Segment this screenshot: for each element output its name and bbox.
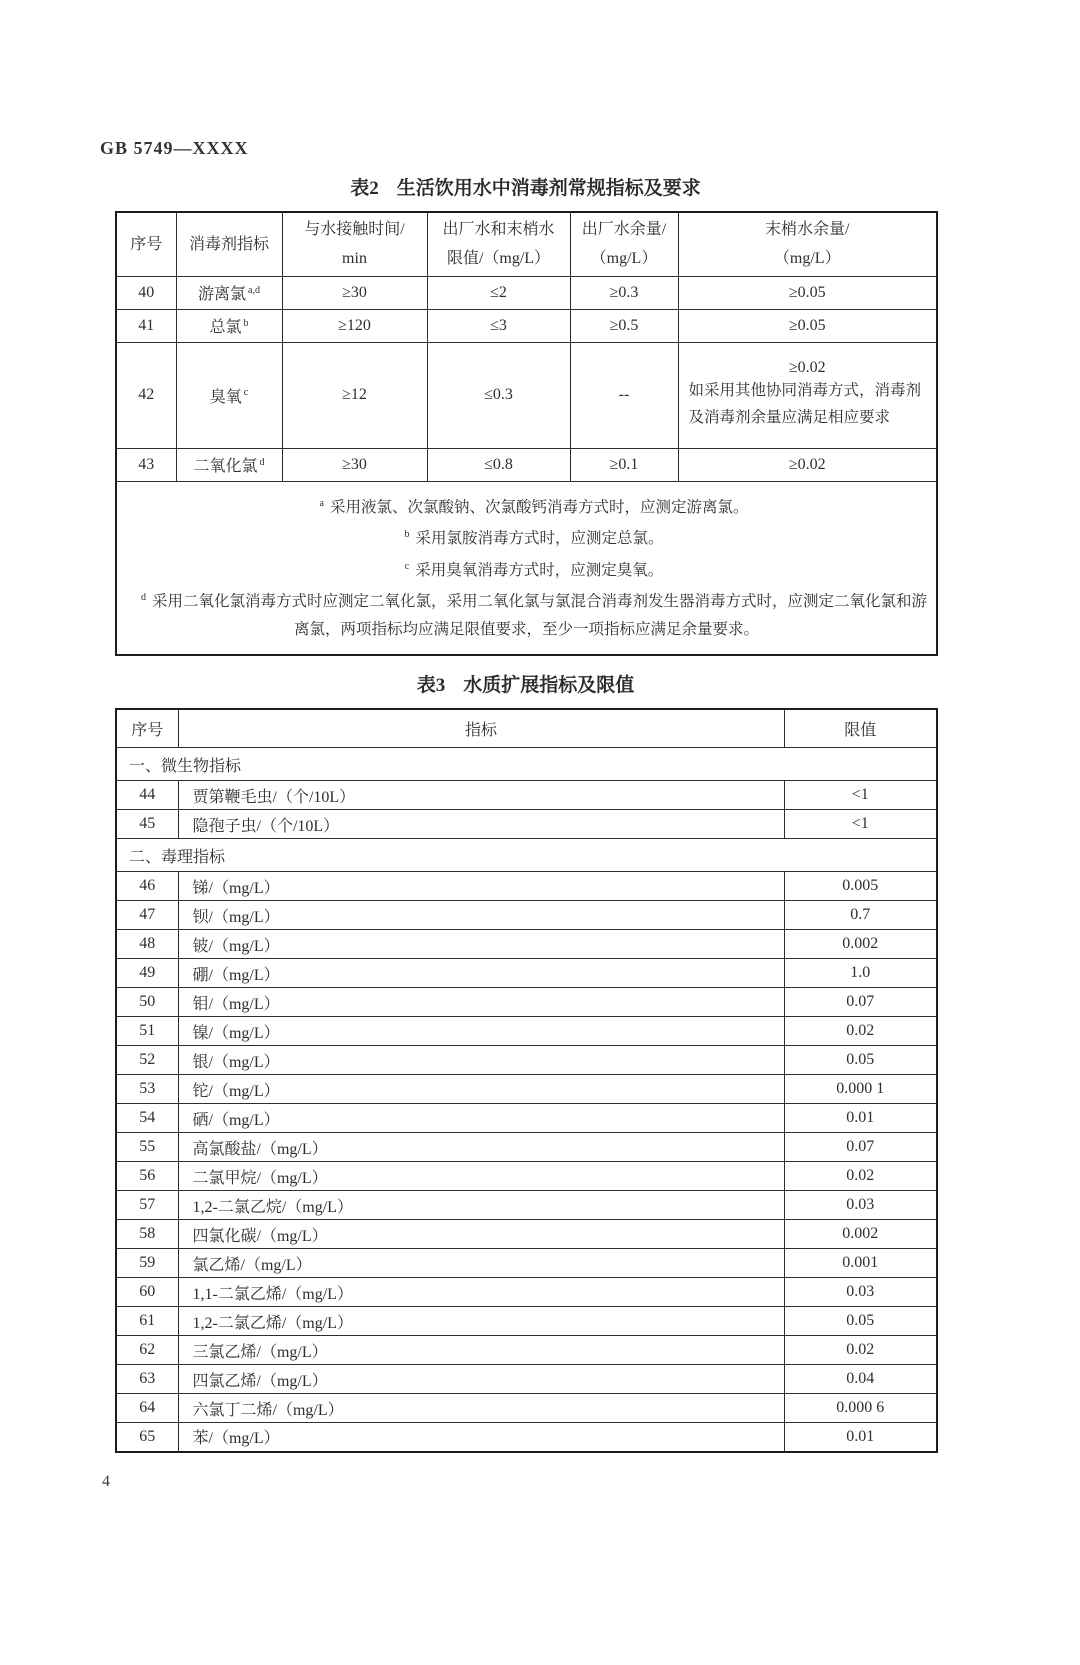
disinfectant-label: 臭氧	[209, 388, 242, 406]
footnote-marker: b	[404, 529, 410, 541]
indicator-name: 钼/（mg/L）	[178, 988, 784, 1017]
limit-value: 0.002	[784, 930, 937, 959]
row-number: 45	[116, 810, 178, 839]
footnote-superscript: d	[259, 456, 265, 468]
row-number: 40	[116, 276, 176, 309]
tap-residual-value: ≥0.05	[788, 283, 826, 301]
limit-value: 0.05	[784, 1046, 937, 1075]
row-number: 64	[116, 1394, 178, 1423]
tap-residual-value: ≥0.05	[788, 316, 826, 334]
indicator-name: 氯乙烯/（mg/L）	[178, 1249, 784, 1278]
table3-row	[116, 1162, 937, 1191]
disinfectant-name	[176, 309, 282, 342]
table3-section-row	[116, 839, 937, 872]
tap-residual-note: 如采用其他协同消毒方式，消毒剂及消毒剂余量应满足相应要求	[688, 382, 922, 426]
table3-row	[116, 1336, 937, 1365]
row-number: 51	[116, 1017, 178, 1046]
footnote-marker: c	[404, 560, 410, 572]
footnote-superscript: a,d	[248, 284, 260, 296]
footnotes-block	[125, 490, 928, 644]
table3-row	[116, 1394, 937, 1423]
limit-value: <1	[784, 810, 937, 839]
footnote-text: 采用臭氧消毒方式时，应测定臭氧。	[415, 561, 664, 579]
row-number: 50	[116, 988, 178, 1017]
table2-row	[116, 448, 937, 481]
limit-value: ≤0.3	[427, 342, 570, 448]
table3-row	[116, 781, 937, 810]
col-header-disinfectant: 消毒剂指标	[176, 212, 282, 276]
factory-residual-value: --	[570, 342, 678, 448]
table3-row	[116, 1423, 937, 1452]
footnote	[125, 553, 928, 585]
limit-value: 0.02	[784, 1336, 937, 1365]
doc-code: GB 5749—XXXX	[100, 138, 249, 158]
disinfectant-name	[176, 448, 282, 481]
limit-value: 0.03	[784, 1191, 937, 1220]
indicator-name: 锑/（mg/L）	[178, 872, 784, 901]
factory-residual-value: ≥0.1	[570, 448, 678, 481]
row-number: 44	[116, 781, 178, 810]
table2-row	[116, 276, 937, 309]
limit-value: 0.002	[784, 1220, 937, 1249]
table2-title-text: 生活饮用水中消毒剂常规指标及要求	[396, 178, 701, 199]
row-number: 61	[116, 1307, 178, 1336]
limit-value: ≤0.8	[427, 448, 570, 481]
table3-row	[116, 1104, 937, 1133]
col-header-tap-residual: 末梢水余量/ （mg/L）	[678, 212, 937, 276]
limit-value: 0.000 1	[784, 1075, 937, 1104]
limit-value: 0.005	[784, 872, 937, 901]
limit-value: 0.07	[784, 1133, 937, 1162]
table2-title	[115, 173, 936, 200]
limit-value: 0.01	[784, 1104, 937, 1133]
table3	[115, 708, 938, 1453]
contact-time-value: ≥120	[282, 309, 427, 342]
row-number: 41	[116, 309, 176, 342]
col-header-factory-residual: 出厂水余量/ （mg/L）	[570, 212, 678, 276]
table3-row	[116, 872, 937, 901]
table3-title	[115, 670, 936, 697]
section-label: 一、微生物指标	[116, 748, 937, 781]
limit-value: <1	[784, 781, 937, 810]
tap-residual-value: ≥0.02	[788, 455, 826, 473]
row-number: 59	[116, 1249, 178, 1278]
limit-value: 0.03	[784, 1278, 937, 1307]
row-number: 54	[116, 1104, 178, 1133]
col-header-contact-time: 与水接触时间/ min	[282, 212, 427, 276]
page-number: 4	[102, 1472, 110, 1490]
indicator-name: 1,2-二氯乙烷/（mg/L）	[178, 1191, 784, 1220]
indicator-name: 1,2-二氯乙烯/（mg/L）	[178, 1307, 784, 1336]
indicator-name: 银/（mg/L）	[178, 1046, 784, 1075]
disinfectant-label: 游离氯	[198, 286, 247, 303]
limit-value: 0.02	[784, 1162, 937, 1191]
limit-value: 0.01	[784, 1423, 937, 1452]
row-number: 65	[116, 1423, 178, 1452]
tap-residual-cell	[678, 448, 937, 481]
limit-value: 0.001	[784, 1249, 937, 1278]
disinfectant-label: 总氯	[209, 319, 242, 336]
indicator-name: 镍/（mg/L）	[178, 1017, 784, 1046]
footnote-text: 采用二氧化氯消毒方式时应测定二氧化氯，采用二氧化氯与氯混合消毒剂发生器消毒方式时，应测定二氧化氯和游离氯，两项指标均应满足限值要求，至少一项指标应满足余量要求。	[151, 593, 927, 639]
limit-value: 0.000 6	[784, 1394, 937, 1423]
indicator-name: 隐孢子虫/（个/10L）	[178, 810, 784, 839]
footnote-superscript: c	[243, 387, 249, 399]
row-number: 46	[116, 872, 178, 901]
table3-section-row	[116, 748, 937, 781]
row-number: 43	[116, 448, 176, 481]
indicator-name: 二氯甲烷/（mg/L）	[178, 1162, 784, 1191]
limit-value: ≤2	[427, 276, 570, 309]
footnote	[125, 521, 928, 553]
table3-row	[116, 1307, 937, 1336]
indicator-name: 四氯乙烯/（mg/L）	[178, 1365, 784, 1394]
row-number: 53	[116, 1075, 178, 1104]
footnote-text: 采用液氯、次氯酸钠、次氯酸钙消毒方式时，应测定游离氯。	[329, 498, 749, 516]
footnote-marker: d	[140, 592, 146, 604]
indicator-name: 硒/（mg/L）	[178, 1104, 784, 1133]
row-number: 48	[116, 930, 178, 959]
disinfectant-name	[176, 342, 282, 448]
row-number: 57	[116, 1191, 178, 1220]
factory-residual-value: ≥0.3	[570, 276, 678, 309]
limit-value: 0.07	[784, 988, 937, 1017]
indicator-name: 1,1-二氯乙烯/（mg/L）	[178, 1278, 784, 1307]
indicator-name: 六氯丁二烯/（mg/L）	[178, 1394, 784, 1423]
contact-time-value: ≥30	[282, 448, 427, 481]
section-label: 二、毒理指标	[116, 839, 937, 872]
limit-value: 0.7	[784, 901, 937, 930]
col-header-seq: 序号	[116, 709, 178, 748]
limit-value: 1.0	[784, 959, 937, 988]
tap-residual-cell	[678, 309, 937, 342]
indicator-name: 高氯酸盐/（mg/L）	[178, 1133, 784, 1162]
indicator-name: 贾第鞭毛虫/（个/10L）	[178, 781, 784, 810]
table3-title-text: 水质扩展指标及限值	[463, 674, 635, 696]
table2-row	[116, 309, 937, 342]
table2-title-label: 表2	[350, 178, 379, 199]
limit-value: 0.04	[784, 1365, 937, 1394]
table3-row	[116, 1075, 937, 1104]
col-header-limit: 出厂水和末梢水 限值/（mg/L）	[427, 212, 570, 276]
tap-residual-cell	[678, 276, 937, 309]
indicator-name: 硼/（mg/L）	[178, 959, 784, 988]
indicator-name: 铊/（mg/L）	[178, 1075, 784, 1104]
row-number: 55	[116, 1133, 178, 1162]
limit-value: 0.02	[784, 1017, 937, 1046]
table2-footnotes-row	[116, 481, 937, 655]
table3-row	[116, 1365, 937, 1394]
contact-time-value: ≥30	[282, 276, 427, 309]
row-number: 60	[116, 1278, 178, 1307]
table3-header-row	[116, 709, 937, 748]
indicator-name: 苯/（mg/L）	[178, 1423, 784, 1452]
row-number: 63	[116, 1365, 178, 1394]
table2	[115, 211, 938, 656]
table2-row	[116, 342, 937, 448]
disinfectant-label: 二氧化氯	[193, 458, 258, 475]
row-number: 42	[116, 342, 176, 448]
row-number: 47	[116, 901, 178, 930]
row-number: 52	[116, 1046, 178, 1075]
disinfectant-name	[176, 276, 282, 309]
footnote-superscript: b	[243, 317, 249, 329]
factory-residual-value: ≥0.5	[570, 309, 678, 342]
table3-row	[116, 1133, 937, 1162]
table3-row	[116, 959, 937, 988]
table3-title-label: 表3	[416, 674, 446, 696]
row-number: 49	[116, 959, 178, 988]
table3-row	[116, 901, 937, 930]
indicator-name: 铍/（mg/L）	[178, 930, 784, 959]
table3-row	[116, 810, 937, 839]
col-header-indicator: 指标	[178, 709, 784, 748]
table3-row	[116, 1017, 937, 1046]
table3-row	[116, 930, 937, 959]
row-number: 56	[116, 1162, 178, 1191]
indicator-name: 钡/（mg/L）	[178, 901, 784, 930]
row-number: 62	[116, 1336, 178, 1365]
table3-row	[116, 1278, 937, 1307]
table2-header-row	[116, 212, 937, 276]
table3-row	[116, 988, 937, 1017]
row-number: 58	[116, 1220, 178, 1249]
footnote	[125, 584, 928, 643]
contact-time-value: ≥12	[282, 342, 427, 448]
footnote-marker: a	[319, 497, 324, 509]
limit-value: 0.05	[784, 1307, 937, 1336]
table3-row	[116, 1191, 937, 1220]
col-header-limit-value: 限值	[784, 709, 937, 748]
footnotes-cell	[116, 481, 937, 655]
tap-residual-value: ≥0.02	[788, 359, 826, 376]
indicator-name: 四氯化碳/（mg/L）	[178, 1220, 784, 1249]
tap-residual-cell	[678, 342, 937, 448]
indicator-name: 三氯乙烯/（mg/L）	[178, 1336, 784, 1365]
footnote-text: 采用氯胺消毒方式时，应测定总氯。	[415, 530, 664, 548]
table3-row	[116, 1249, 937, 1278]
limit-value: ≤3	[427, 309, 570, 342]
table3-row	[116, 1220, 937, 1249]
table3-row	[116, 1046, 937, 1075]
footnote	[125, 490, 928, 522]
col-header-seq: 序号	[116, 212, 176, 276]
